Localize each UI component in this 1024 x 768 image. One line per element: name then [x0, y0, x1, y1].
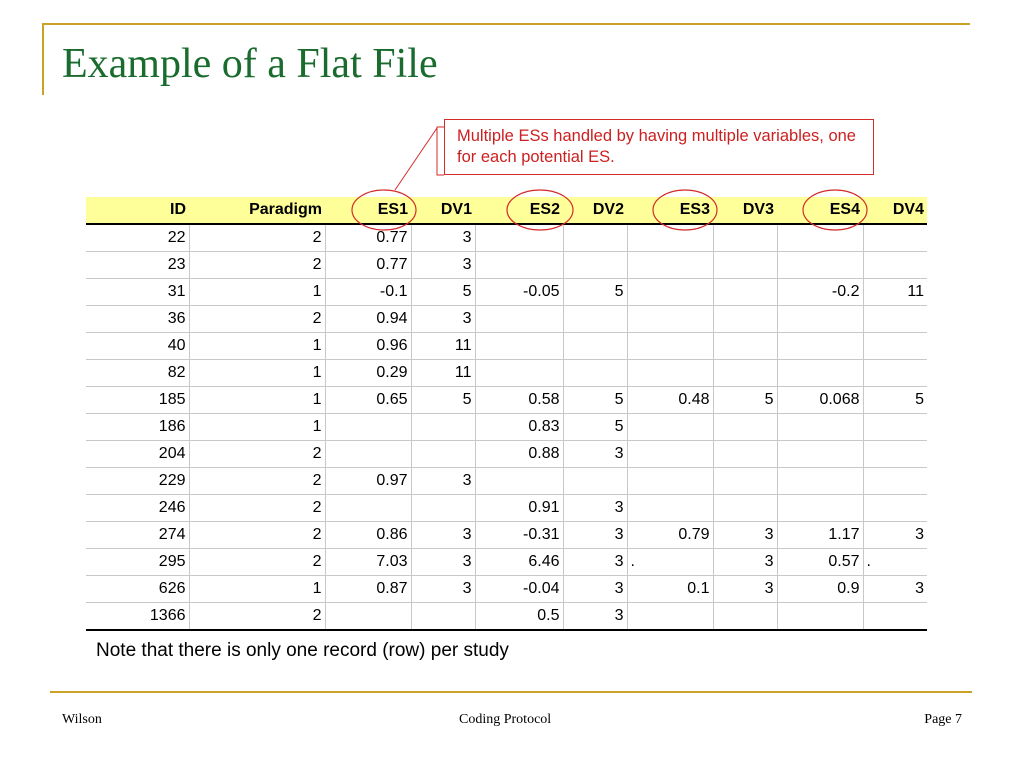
table-cell: 3 [411, 252, 475, 279]
table-cell: 3 [863, 522, 927, 549]
column-header: DV3 [713, 197, 777, 224]
table-cell [627, 224, 713, 252]
table-cell: 0.58 [475, 387, 563, 414]
table-cell [411, 603, 475, 631]
table-cell: 2 [189, 603, 325, 631]
table-cell [863, 306, 927, 333]
table-cell [475, 333, 563, 360]
table-cell [563, 468, 627, 495]
table-cell [475, 468, 563, 495]
table-cell: . [863, 549, 927, 576]
table-row [86, 576, 927, 603]
table-cell: 1 [189, 333, 325, 360]
table-cell: 0.91 [475, 495, 563, 522]
table-cell: 2 [189, 224, 325, 252]
table-cell: 1 [189, 360, 325, 387]
table-cell: 3 [563, 549, 627, 576]
table-cell: 0.9 [777, 576, 863, 603]
table-cell: 295 [86, 549, 189, 576]
table-cell: -0.04 [475, 576, 563, 603]
table-cell: 0.1 [627, 576, 713, 603]
column-header: ES3 [627, 197, 713, 224]
table-cell [627, 603, 713, 631]
table-cell: 0.87 [325, 576, 411, 603]
table-cell [627, 279, 713, 306]
table-cell [863, 495, 927, 522]
callout-box: Multiple ESs handled by having multiple variables, one for each potential ES. [444, 119, 874, 175]
table-cell: 5 [563, 387, 627, 414]
table-cell [863, 468, 927, 495]
table-cell [713, 414, 777, 441]
table-row [86, 468, 927, 495]
table-cell [777, 306, 863, 333]
table-cell: 0.86 [325, 522, 411, 549]
flat-file-table [86, 197, 927, 631]
table-cell: 0.83 [475, 414, 563, 441]
table-cell: 1.17 [777, 522, 863, 549]
table-cell: 0.068 [777, 387, 863, 414]
table-cell: 5 [563, 414, 627, 441]
table-cell: 3 [563, 576, 627, 603]
table-cell [713, 603, 777, 631]
table-cell: 11 [411, 333, 475, 360]
table-cell: 5 [411, 279, 475, 306]
column-header: ES1 [325, 197, 411, 224]
footer-title: Coding Protocol [459, 712, 552, 727]
column-header: ES2 [475, 197, 563, 224]
table-cell: 204 [86, 441, 189, 468]
table-cell: 3 [713, 549, 777, 576]
table-cell [713, 224, 777, 252]
table-cell [863, 252, 927, 279]
table-cell: 3 [713, 576, 777, 603]
table-cell [777, 603, 863, 631]
table-cell: 3 [563, 603, 627, 631]
table-cell [475, 306, 563, 333]
table-cell [627, 495, 713, 522]
table-cell: 274 [86, 522, 189, 549]
table-cell: 2 [189, 306, 325, 333]
table-cell [627, 252, 713, 279]
footer-author: Wilson [62, 712, 102, 727]
table-cell [777, 224, 863, 252]
table-cell: 0.48 [627, 387, 713, 414]
table-row [86, 414, 927, 441]
table-cell: 23 [86, 252, 189, 279]
table-body [86, 224, 927, 630]
column-header: ID [86, 197, 189, 224]
table-row [86, 603, 927, 631]
table-header-row [86, 197, 927, 224]
table-cell [863, 360, 927, 387]
table-cell [627, 441, 713, 468]
table-cell: 2 [189, 441, 325, 468]
table-cell [863, 441, 927, 468]
table-cell [411, 441, 475, 468]
table-row [86, 224, 927, 252]
table-cell [777, 441, 863, 468]
table-row [86, 387, 927, 414]
table-cell [475, 360, 563, 387]
table-cell [713, 360, 777, 387]
table-cell [325, 495, 411, 522]
footer-page: Page 7 [924, 712, 962, 727]
table-cell [475, 224, 563, 252]
table-cell [325, 603, 411, 631]
table-cell [475, 252, 563, 279]
table-cell: 3 [563, 495, 627, 522]
table-cell: . [627, 549, 713, 576]
table-cell [713, 441, 777, 468]
flat-file-table-container [86, 197, 927, 631]
table-cell: 3 [713, 522, 777, 549]
table-cell [713, 306, 777, 333]
table-row [86, 252, 927, 279]
table-cell: -0.05 [475, 279, 563, 306]
table-cell [325, 414, 411, 441]
table-cell: 3 [411, 224, 475, 252]
table-cell [777, 333, 863, 360]
table-cell [713, 495, 777, 522]
table-cell [777, 414, 863, 441]
table-cell: 2 [189, 549, 325, 576]
table-cell: 3 [411, 468, 475, 495]
table-cell [713, 252, 777, 279]
table-cell [563, 360, 627, 387]
table-cell [713, 279, 777, 306]
table-cell: 1 [189, 576, 325, 603]
table-cell: 1 [189, 387, 325, 414]
table-cell [563, 333, 627, 360]
table-cell [563, 252, 627, 279]
table-cell: 31 [86, 279, 189, 306]
table-cell [863, 333, 927, 360]
table-cell: 0.79 [627, 522, 713, 549]
table-cell: 3 [411, 306, 475, 333]
table-cell: 0.94 [325, 306, 411, 333]
table-cell: 5 [863, 387, 927, 414]
table-cell: 0.88 [475, 441, 563, 468]
table-cell [777, 360, 863, 387]
table-cell [325, 441, 411, 468]
table-row [86, 333, 927, 360]
table-cell: 11 [411, 360, 475, 387]
table-cell: 6.46 [475, 549, 563, 576]
table-cell [627, 333, 713, 360]
slide-title: Example of a Flat File [62, 41, 438, 87]
table-cell: 2 [189, 495, 325, 522]
table-cell: -0.1 [325, 279, 411, 306]
table-cell: 40 [86, 333, 189, 360]
table-cell: 22 [86, 224, 189, 252]
table-cell [777, 468, 863, 495]
table-cell: 0.5 [475, 603, 563, 631]
table-cell: 0.97 [325, 468, 411, 495]
table-cell [863, 224, 927, 252]
table-cell: 5 [411, 387, 475, 414]
column-header: DV1 [411, 197, 475, 224]
table-cell: 7.03 [325, 549, 411, 576]
table-cell [411, 495, 475, 522]
table-cell [777, 495, 863, 522]
table-cell: 229 [86, 468, 189, 495]
table-cell: 11 [863, 279, 927, 306]
table-row [86, 495, 927, 522]
table-row [86, 441, 927, 468]
table-row [86, 360, 927, 387]
table-cell [627, 306, 713, 333]
column-header: DV2 [563, 197, 627, 224]
table-cell [627, 468, 713, 495]
table-cell: 0.77 [325, 224, 411, 252]
table-cell [713, 468, 777, 495]
table-cell: 36 [86, 306, 189, 333]
table-cell: 0.77 [325, 252, 411, 279]
table-cell [627, 414, 713, 441]
table-note: Note that there is only one record (row) per study [96, 640, 509, 661]
table-cell: 3 [411, 549, 475, 576]
table-cell: 246 [86, 495, 189, 522]
table-cell: 2 [189, 468, 325, 495]
table-cell [777, 252, 863, 279]
bottom-rule [50, 691, 972, 693]
table-cell [563, 224, 627, 252]
table-cell: 3 [563, 522, 627, 549]
table-cell: 5 [563, 279, 627, 306]
table-cell: 3 [411, 576, 475, 603]
table-cell [411, 414, 475, 441]
table-cell: 3 [411, 522, 475, 549]
table-cell: 1366 [86, 603, 189, 631]
table-cell: 1 [189, 414, 325, 441]
table-cell: 626 [86, 576, 189, 603]
table-cell: 3 [863, 576, 927, 603]
table-row [86, 549, 927, 576]
table-cell: 0.65 [325, 387, 411, 414]
table-cell [627, 360, 713, 387]
table-cell: 186 [86, 414, 189, 441]
table-cell: 0.29 [325, 360, 411, 387]
table-cell [713, 333, 777, 360]
table-cell: -0.2 [777, 279, 863, 306]
table-cell: 82 [86, 360, 189, 387]
column-header: Paradigm [189, 197, 325, 224]
table-cell: 0.96 [325, 333, 411, 360]
table-row [86, 522, 927, 549]
table-cell: 185 [86, 387, 189, 414]
table-cell: 1 [189, 279, 325, 306]
table-cell [863, 603, 927, 631]
column-header: ES4 [777, 197, 863, 224]
table-cell: 3 [563, 441, 627, 468]
table-cell [863, 414, 927, 441]
table-cell: 5 [713, 387, 777, 414]
table-cell [563, 306, 627, 333]
table-cell: -0.31 [475, 522, 563, 549]
table-cell: 2 [189, 252, 325, 279]
column-header: DV4 [863, 197, 927, 224]
table-row [86, 306, 927, 333]
table-cell: 0.57 [777, 549, 863, 576]
table-row [86, 279, 927, 306]
table-cell: 2 [189, 522, 325, 549]
